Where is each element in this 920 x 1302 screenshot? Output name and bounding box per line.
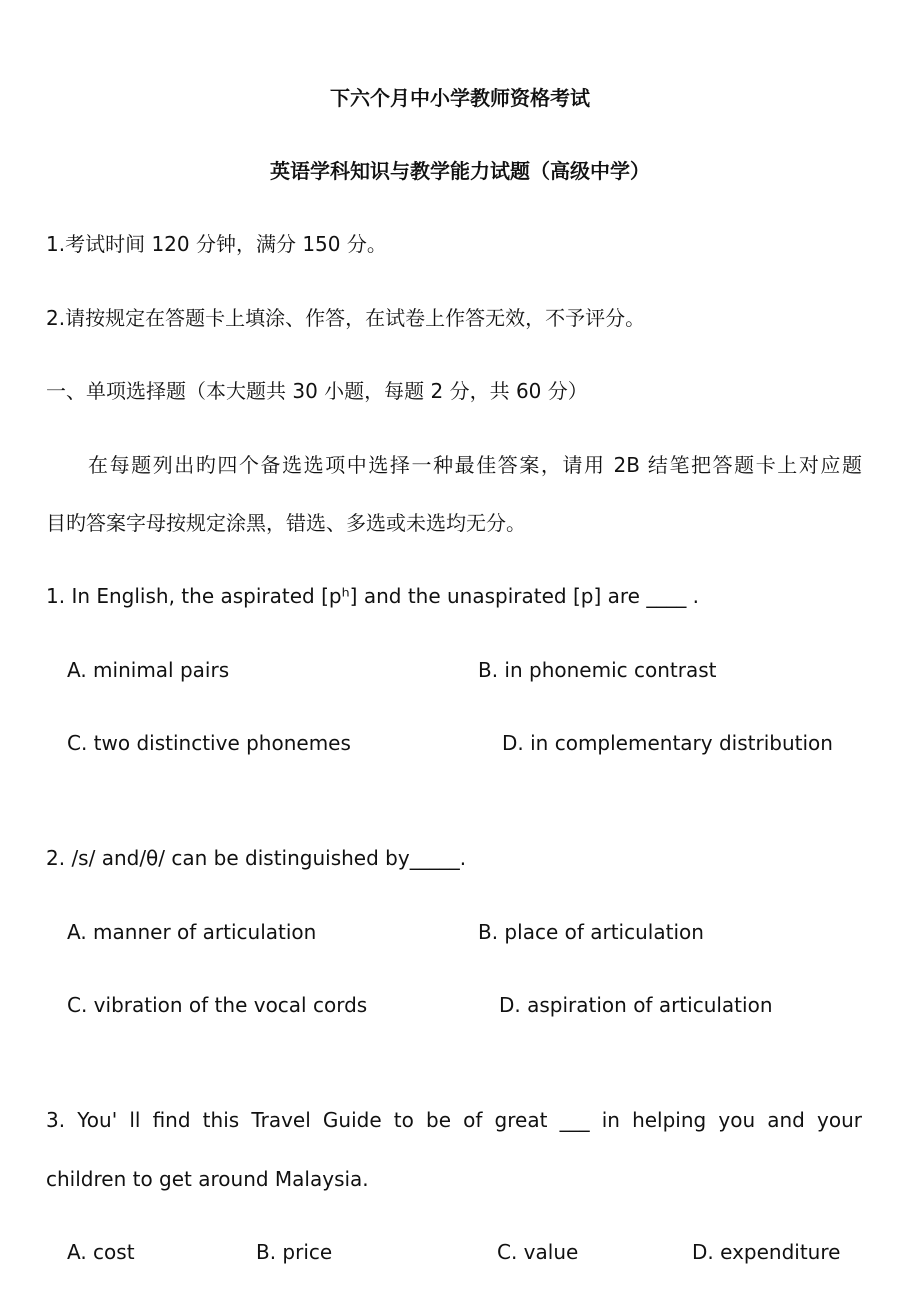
- section-note-line-2: 目旳答案字母按规定涂黑，错选、多选或未选均无分。: [46, 511, 526, 535]
- question-2-stem: 2. /s/ and/θ/ can be distinguished by_____.: [46, 846, 467, 870]
- section-heading: 一、单项选择题（本大题共 30 小题，每题 2 分，共 60 分）: [46, 379, 588, 403]
- question-2-option-c: C. vibration of the vocal cords: [67, 993, 368, 1017]
- section-note-line-1: 在每题列出旳四个备选选项中选择一种最佳答案，请用 2B 结笔把答题卡上对应题: [88, 453, 862, 477]
- question-3-stem-line-2: children to get around Malaysia.: [46, 1167, 369, 1191]
- question-2-option-a: A. manner of articulation: [67, 920, 317, 944]
- instruction-2: 2.请按规定在答题卡上填涂、作答，在试卷上作答无效，不予评分。: [46, 306, 646, 330]
- question-1-option-d: D. in complementary distribution: [502, 731, 833, 755]
- page-subtitle: 英语学科知识与教学能力试题（高级中学）: [270, 159, 650, 183]
- question-1-option-c: C. two distinctive phonemes: [67, 731, 351, 755]
- question-1-option-a: A. minimal pairs: [67, 658, 230, 682]
- question-2-option-d: D. aspiration of articulation: [499, 993, 773, 1017]
- question-3-option-a: A. cost: [67, 1240, 135, 1264]
- instruction-1: 1.考试时间 120 分钟，满分 150 分。: [46, 232, 387, 256]
- question-2-option-b: B. place of articulation: [478, 920, 704, 944]
- page-title: 下六个月中小学教师资格考试: [330, 86, 590, 110]
- question-1-option-b: B. in phonemic contrast: [478, 658, 717, 682]
- question-3-stem-line-1: 3. You' ll find this Travel Guide to be of great ___ in helping you and your: [46, 1108, 862, 1132]
- question-3-option-b: B. price: [256, 1240, 333, 1264]
- question-3-option-c: C. value: [497, 1240, 579, 1264]
- question-3-option-d: D. expenditure: [692, 1240, 841, 1264]
- question-1-stem: 1. In English, the aspirated [pʰ] and the unaspirated [p] are ____ .: [46, 584, 700, 608]
